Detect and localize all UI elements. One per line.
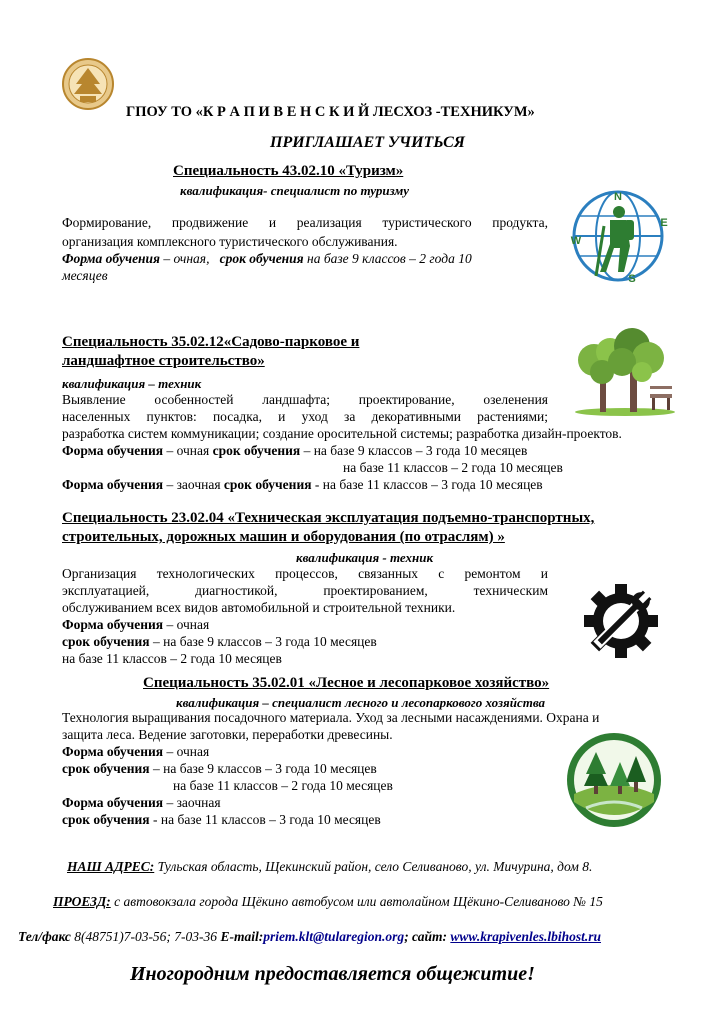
s4-form2: Форма обучения – заочная <box>62 795 221 810</box>
s3-title2: строительных, дорожных машин и оборудования (по отраслям) » <box>62 529 505 545</box>
dorm-notice: Иногородним предоставляется общежитие! <box>130 963 535 985</box>
org-name: ГПОУ ТО «К Р А П И В Е Н С К И Й ЛЕСХОЗ -ТЕХНИКУМ» <box>126 104 535 120</box>
s1-title: Специальность 43.02.10 «Туризм» <box>173 163 404 179</box>
forest-circle-icon <box>566 732 662 828</box>
s4-qual: квалификация – специалист лесного и лесопаркового хозяйства <box>176 695 546 710</box>
s2-form2: Форма обучения – заочная срок обучения - на базе 11 классов – 3 года 10 месяцев <box>62 477 543 492</box>
address-line: НАШ АДРЕС: Тульская область, Щекинский район, село Селиваново, ул. Мичурина, дом 8. <box>67 859 593 874</box>
s1-desc1: Формирование, продвижение и реализация туристического продукта, <box>62 215 548 230</box>
s2-desc3: разработка систем коммуникации; создание оросительной системы; разработка дизайн-проектов. <box>62 426 622 441</box>
college-emblem-icon <box>62 58 114 110</box>
s4-term2: срок обучения - на базе 11 классов – 3 года 10 месяцев <box>62 812 381 827</box>
s2-qual: квалификация – техник <box>62 376 202 391</box>
s3-form: Форма обучения – очная <box>62 617 210 632</box>
gear-wrench-icon <box>582 582 660 660</box>
s3-desc1: Организация технологических процессов, связанных с ремонтом и <box>62 566 548 581</box>
s3-term2: на базе 11 классов – 2 года 10 месяцев <box>62 651 282 666</box>
trees-bench-icon <box>572 328 678 416</box>
email-link[interactable]: priem.klt@tularegion.org <box>263 929 405 944</box>
s4-desc2: защита леса. Ведение заготовки, переработки древесины. <box>62 727 393 742</box>
s3-term: срок обучения – на базе 9 классов – 3 года 10 месяцев <box>62 634 377 649</box>
s3-desc3: обслуживанием всех видов автомобильной и строительной техники. <box>62 600 456 615</box>
s1-qual: квалификация- специалист по туризму <box>180 183 410 198</box>
s3-qual: квалификация - техник <box>296 550 434 565</box>
s4-term1b: на базе 11 классов – 2 года 10 месяцев <box>173 778 393 793</box>
contact-line: Тел/факс 8(48751)7-03-56; 7-03-36 E-mail:priem.klt@tularegion.org; сайт: www.krapivenles.lbihost.ru <box>18 929 601 944</box>
s2-title1: Специальность 35.02.12«Садово-парковое и <box>62 334 360 350</box>
s2-title2: ландшафтное строительство» <box>62 353 265 369</box>
compass-hiker-icon <box>566 186 670 286</box>
compass-e: E <box>660 217 668 229</box>
compass-n: N <box>614 191 622 203</box>
compass-w: W <box>570 235 582 247</box>
s2-desc2: населенных пунктов: посадка, и уход за декоративными растениями; <box>62 409 548 424</box>
s2-form1: Форма обучения – очная срок обучения – на базе 9 классов – 3 года 10 месяцев <box>62 443 528 458</box>
s4-term1: срок обучения – на базе 9 классов – 3 года 10 месяцев <box>62 761 377 776</box>
s1-term-cont: месяцев <box>62 268 108 283</box>
compass-s: S <box>628 273 636 285</box>
s4-desc1: Технология выращивания посадочного материала. Уход за лесными насаждениями. Охрана и <box>62 710 600 725</box>
site-link[interactable]: www.krapivenles.lbihost.ru <box>450 929 601 944</box>
s3-desc2: эксплуатацией, диагностикой, проектированием, техническим <box>62 583 548 598</box>
s1-form: Форма обучения – очная, срок обучения на базе 9 классов – 2 года 10 <box>62 251 472 266</box>
s3-title1: Специальность 23.02.04 «Техническая эксплуатация подъемно-транспортных, <box>62 510 595 526</box>
s4-title: Специальность 35.02.01 «Лесное и лесопарковое хозяйство» <box>143 675 550 691</box>
s4-form1: Форма обучения – очная <box>62 744 210 759</box>
s2-desc1: Выявление особенностей ландшафта; проектирование, озеленения <box>62 392 548 407</box>
route-line: ПРОЕЗД: с автовокзала города Щёкино автобусом или автолайном Щёкино-Селиваново № 15 <box>53 894 603 909</box>
invite-heading: ПРИГЛАШАЕТ УЧИТЬСЯ <box>270 134 465 151</box>
s1-desc2: организация комплексного туристического обслуживания. <box>62 234 398 249</box>
s2-form1-cont: на базе 11 классов – 2 года 10 месяцев <box>343 460 563 475</box>
